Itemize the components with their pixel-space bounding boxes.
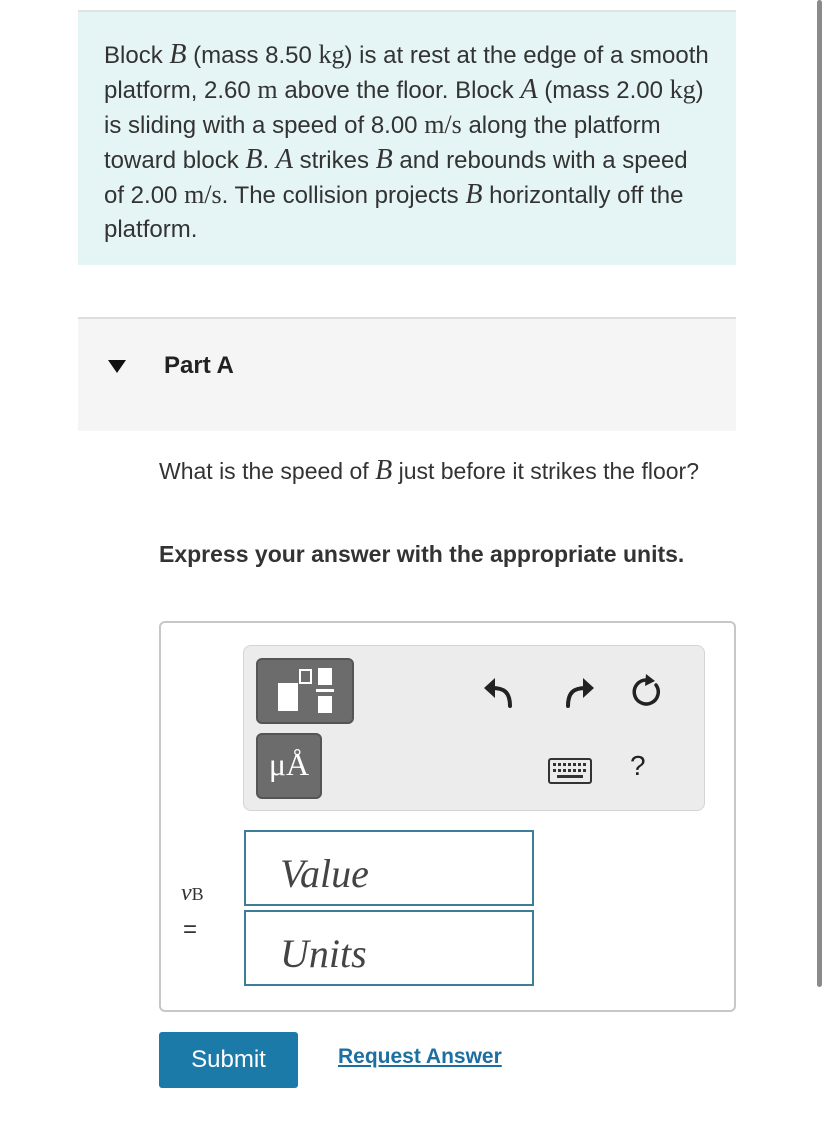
undo-icon[interactable] bbox=[480, 672, 520, 712]
unit-symbol: kg bbox=[669, 75, 696, 104]
keyboard-icon[interactable] bbox=[548, 758, 592, 784]
unit-symbol: m bbox=[257, 75, 278, 104]
problem-text-segment: horizontally off the platform. bbox=[104, 182, 684, 243]
equals-sign: = bbox=[183, 916, 198, 943]
question-text-segment: What is the speed of bbox=[159, 458, 376, 484]
problem-text-segment: strikes bbox=[292, 147, 376, 174]
problem-text-segment: (mass 2.00 bbox=[537, 77, 670, 104]
math-symbol: B bbox=[375, 455, 393, 486]
answer-instruction: Express your answer with the appropriate units. bbox=[159, 541, 685, 567]
problem-text bbox=[104, 38, 714, 247]
redo-icon[interactable] bbox=[558, 672, 598, 712]
unit-symbol: m/s bbox=[184, 180, 222, 209]
request-answer-link[interactable]: Request Answer bbox=[338, 1045, 502, 1068]
problem-statement-box bbox=[78, 10, 736, 265]
problem-text-segment: ) is sliding with a speed of 8.00 bbox=[104, 77, 704, 139]
unit-symbol: m/s bbox=[424, 110, 462, 139]
problem-text-segment: Block bbox=[104, 42, 170, 69]
part-title: Part A bbox=[164, 352, 234, 379]
answer-variable-label bbox=[181, 880, 204, 907]
problem-text-segment: above the floor. Block bbox=[277, 77, 521, 104]
units-icon: μÅ bbox=[268, 746, 310, 782]
part-a-header[interactable] bbox=[78, 317, 736, 431]
math-symbol: B bbox=[375, 144, 393, 175]
problem-text-segment: . The collision projects bbox=[221, 182, 466, 209]
units-input[interactable] bbox=[244, 910, 534, 986]
reset-icon[interactable] bbox=[626, 672, 666, 712]
templates-button[interactable] bbox=[256, 658, 354, 724]
units-button[interactable] bbox=[256, 733, 322, 799]
problem-text-segment: ) is at rest at the edge of a smooth platform, 2.60 bbox=[104, 42, 709, 104]
templates-icon bbox=[258, 660, 352, 722]
answer-panel bbox=[159, 621, 736, 1012]
math-symbol: B bbox=[245, 144, 263, 175]
submit-button[interactable]: Submit bbox=[159, 1032, 298, 1088]
math-toolbar bbox=[243, 645, 705, 811]
math-symbol: B bbox=[465, 179, 483, 210]
math-symbol: A bbox=[275, 144, 293, 175]
value-input[interactable] bbox=[244, 830, 534, 906]
unit-symbol: kg bbox=[318, 40, 345, 69]
problem-text-segment: . bbox=[262, 147, 276, 174]
scrollbar[interactable] bbox=[817, 0, 822, 987]
question-text-segment: just before it strikes the floor? bbox=[392, 458, 699, 484]
collapse-caret-icon[interactable] bbox=[108, 360, 126, 373]
problem-text-segment: (mass 8.50 bbox=[186, 42, 319, 69]
question-text bbox=[159, 454, 719, 488]
variable-subscript: B bbox=[191, 884, 204, 904]
problem-text-segment: along the platform toward block bbox=[104, 112, 661, 174]
math-symbol: A bbox=[520, 74, 538, 105]
problem-text-segment: and rebounds with a speed of 2.00 bbox=[104, 147, 688, 209]
variable-symbol: v bbox=[181, 880, 192, 906]
help-icon[interactable]: ? bbox=[630, 750, 646, 781]
math-symbol: B bbox=[169, 39, 187, 70]
